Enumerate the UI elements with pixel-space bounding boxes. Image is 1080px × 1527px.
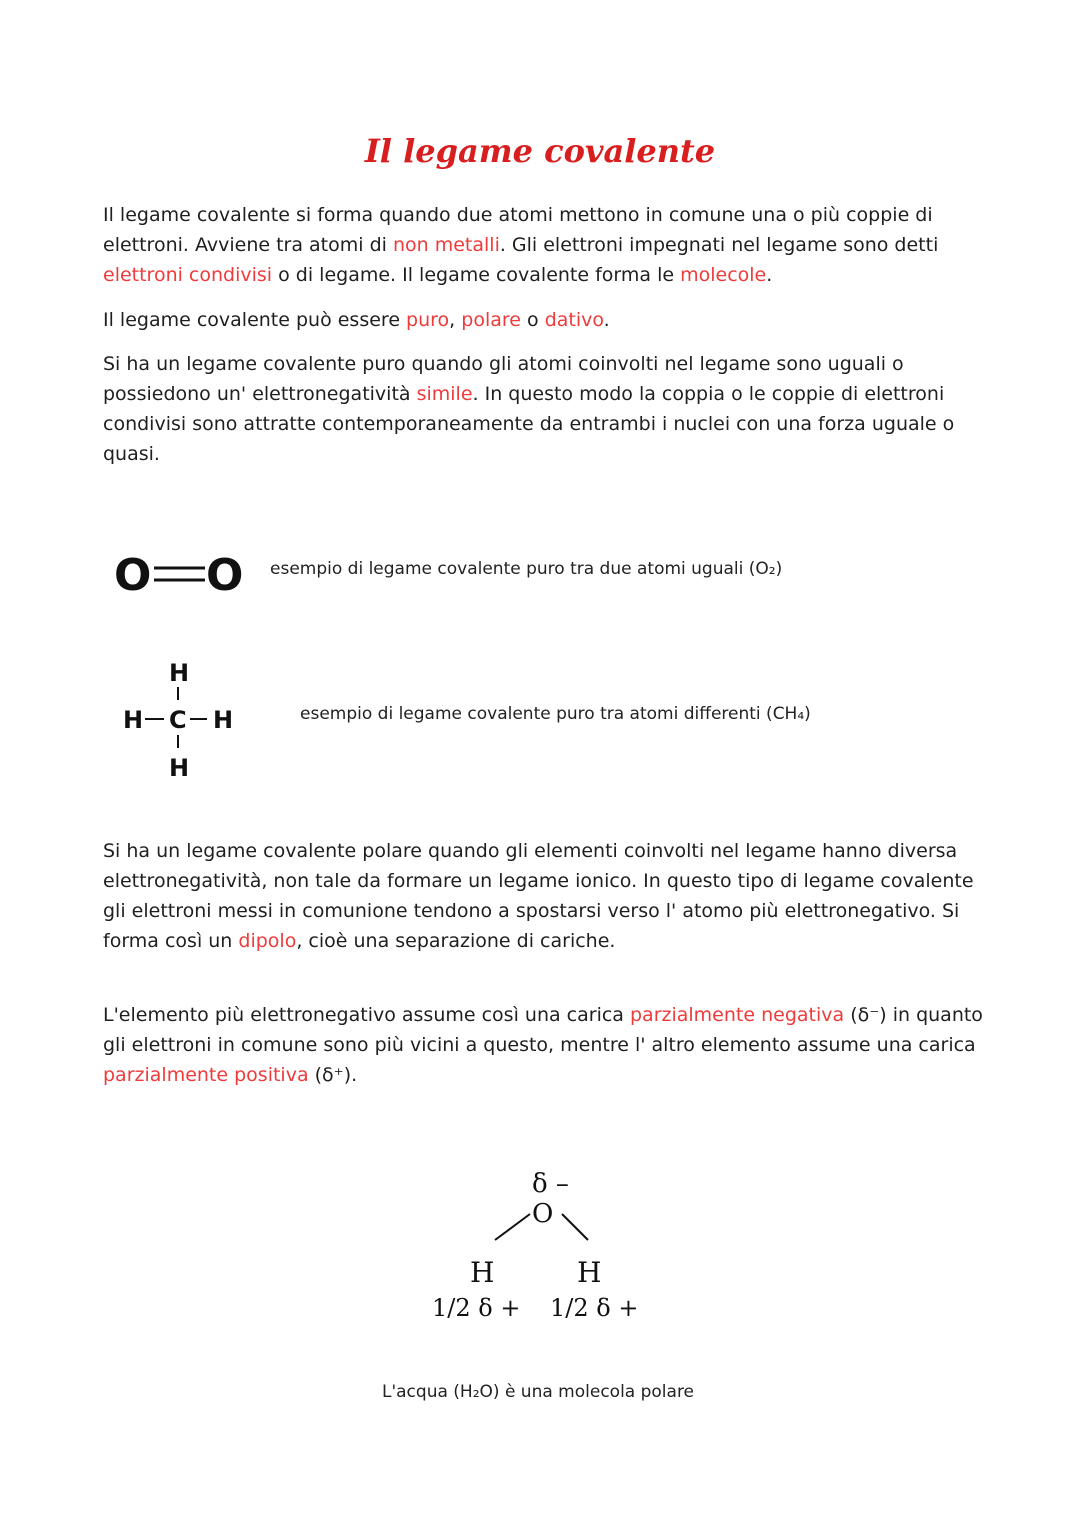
term-dativo: dativo <box>544 309 604 331</box>
ch4-h-top: H <box>169 659 190 687</box>
water-charge-right: 1/2 δ + <box>550 1294 639 1322</box>
ch4-caption: esempio di legame covalente puro tra atomi differenti (CH₄) <box>300 704 811 724</box>
partial-charge-paragraph: L'elemento più elettronegativo assume così una carica parzialmente negativa (δ⁻) in quanto gli elettroni in comune sono più vicini a questo, mentre l' altro elemento assume una carica parzialmente positiva (δ⁺). <box>103 1004 983 1086</box>
ch4-h-bottom: H <box>169 754 190 782</box>
ch4-c: C <box>169 706 187 734</box>
term-dipolo: dipolo <box>238 930 297 952</box>
term-simile: simile <box>416 383 473 405</box>
types-paragraph: Il legame covalente può essere puro, polare o dativo. <box>103 309 610 331</box>
water-caption: L'acqua (H₂O) è una molecola polare <box>382 1382 695 1402</box>
bond-o-h-right <box>562 1214 588 1240</box>
term-molecole: molecole <box>680 264 767 286</box>
water-h-right: H <box>577 1256 602 1289</box>
water-charge-left: 1/2 δ + <box>432 1294 521 1322</box>
pure-bond-paragraph: Si ha un legame covalente puro quando gli atomi coinvolti nel legame sono uguali o possiedono un' elettronegatività simile. In questo modo la coppia o le coppie di elettroni condivisi sono attratte contemporaneamente da entrambi i nuclei con una forza uguale o quasi. <box>103 353 955 465</box>
o2-structure <box>110 545 250 605</box>
term-elettroni-condivisi: elettroni condivisi <box>103 264 273 286</box>
page-title: Il legame covalente <box>364 132 716 170</box>
o2-atom-right: O <box>206 550 244 601</box>
o2-caption: esempio di legame covalente puro tra due atomi uguali (O₂) <box>270 559 783 579</box>
term-puro: puro <box>406 309 450 331</box>
ch4-h-left: H <box>123 706 144 734</box>
polar-bond-paragraph: Si ha un legame covalente polare quando gli elementi coinvolti nel legame hanno diversa elettronegatività, non tale da formare un legame ionico. In questo tipo di legame covalente gli elettroni messi in comunione tendono a spostarsi verso l' atomo più elettronegativo. Si forma così un dipolo, cioè una separazione di cariche. <box>103 840 974 952</box>
ch4-structure <box>115 655 255 785</box>
term-non-metalli: non metalli <box>392 234 500 256</box>
term-parzialmente-negativa: parzialmente negativa <box>629 1004 845 1026</box>
bond-o-h-left <box>495 1214 530 1240</box>
o2-atom-left: O <box>114 550 152 601</box>
water-o: O <box>532 1199 554 1229</box>
water-h-left: H <box>470 1256 495 1289</box>
ch4-h-right: H <box>213 706 234 734</box>
water-delta-minus: δ – <box>532 1169 569 1199</box>
term-parzialmente-positiva: parzialmente positiva <box>103 1064 309 1086</box>
term-polare: polare <box>461 309 521 331</box>
water-structure <box>420 1160 660 1325</box>
intro-paragraph: Il legame covalente si forma quando due atomi mettono in comune una o più coppie di elettroni. Avviene tra atomi di non metalli. Gli elettroni impegnati nel legame sono detti elettroni condivisi o di legame. Il legame covalente forma le molecole. <box>103 204 939 286</box>
